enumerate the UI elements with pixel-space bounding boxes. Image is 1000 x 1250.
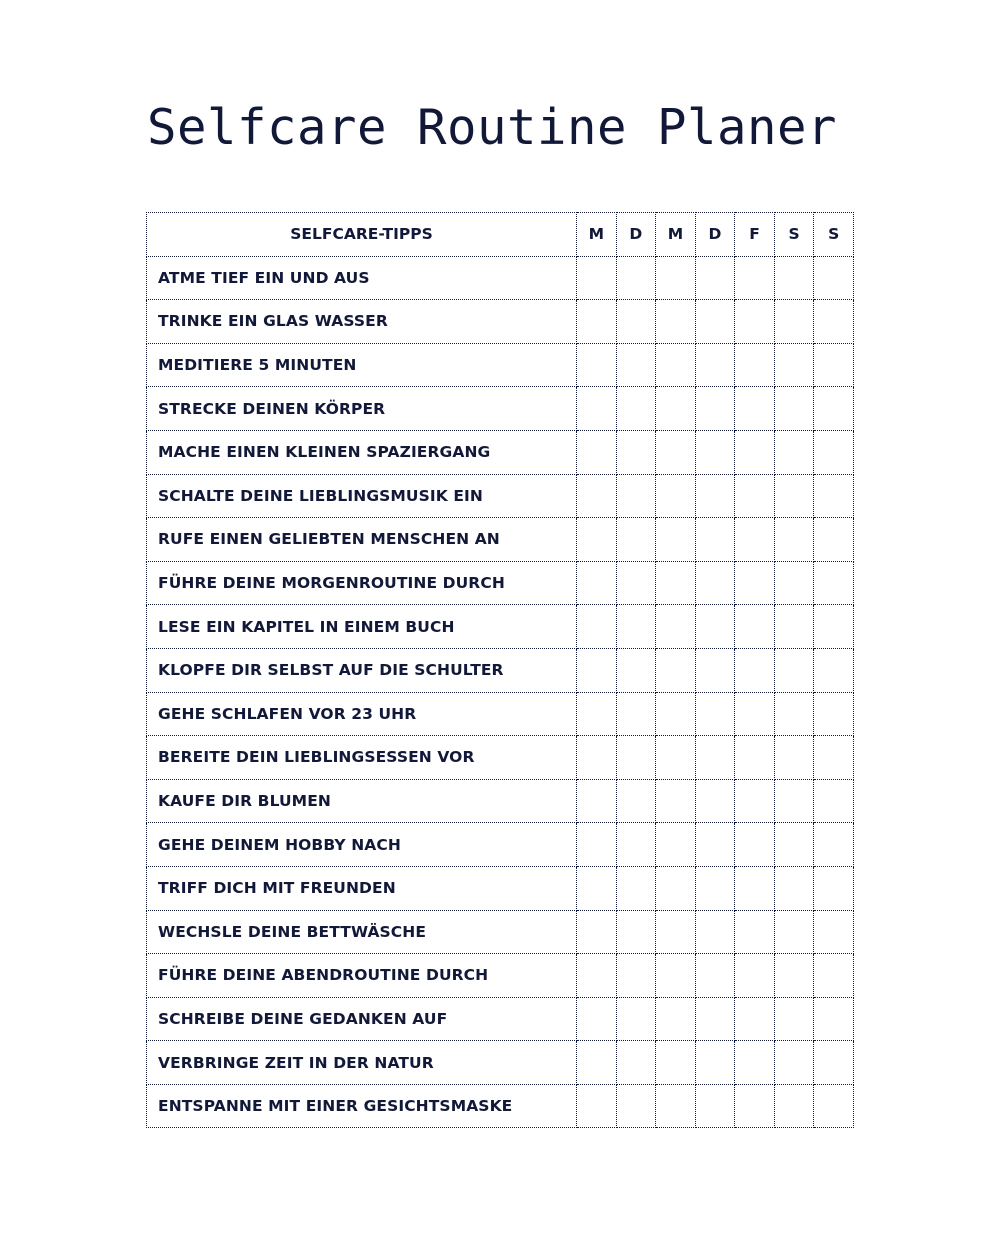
check-cell-monday[interactable] — [577, 736, 617, 780]
check-cell-saturday[interactable] — [774, 300, 814, 344]
check-cell-tuesday[interactable] — [616, 692, 656, 736]
check-cell-saturday[interactable] — [774, 430, 814, 474]
check-cell-sunday[interactable] — [814, 997, 854, 1041]
tip-label: KAUFE DIR BLUMEN — [147, 779, 577, 823]
tips-column-header: SELFCARE-TIPPS — [147, 213, 577, 257]
check-cell-saturday[interactable] — [774, 256, 814, 300]
check-cell-monday[interactable] — [577, 866, 617, 910]
check-cell-tuesday[interactable] — [616, 1041, 656, 1085]
tip-label: MEDITIERE 5 MINUTEN — [147, 343, 577, 387]
table-row — [147, 1084, 854, 1128]
table-row — [147, 910, 854, 954]
table-row — [147, 605, 854, 649]
check-cell-saturday[interactable] — [774, 1041, 814, 1085]
table-row — [147, 474, 854, 518]
check-cell-friday[interactable] — [735, 692, 775, 736]
check-cell-thursday[interactable] — [695, 779, 735, 823]
check-cell-monday[interactable] — [577, 910, 617, 954]
check-cell-tuesday[interactable] — [616, 823, 656, 867]
check-cell-sunday[interactable] — [814, 866, 854, 910]
check-cell-sunday[interactable] — [814, 736, 854, 780]
check-cell-wednesday[interactable] — [656, 997, 696, 1041]
check-cell-friday[interactable] — [735, 823, 775, 867]
check-cell-sunday[interactable] — [814, 256, 854, 300]
check-cell-saturday[interactable] — [774, 474, 814, 518]
check-cell-friday[interactable] — [735, 605, 775, 649]
check-cell-thursday[interactable] — [695, 605, 735, 649]
check-cell-tuesday[interactable] — [616, 910, 656, 954]
check-cell-wednesday[interactable] — [656, 605, 696, 649]
check-cell-monday[interactable] — [577, 1084, 617, 1128]
check-cell-sunday[interactable] — [814, 910, 854, 954]
tip-label: GEHE DEINEM HOBBY NACH — [147, 823, 577, 867]
check-cell-thursday[interactable] — [695, 692, 735, 736]
tip-label: KLOPFE DIR SELBST AUF DIE SCHULTER — [147, 648, 577, 692]
check-cell-saturday[interactable] — [774, 692, 814, 736]
tip-label: SCHALTE DEINE LIEBLINGSMUSIK EIN — [147, 474, 577, 518]
tip-label: TRIFF DICH MIT FREUNDEN — [147, 866, 577, 910]
check-cell-wednesday[interactable] — [656, 779, 696, 823]
check-cell-monday[interactable] — [577, 430, 617, 474]
table-row — [147, 1041, 854, 1085]
check-cell-tuesday[interactable] — [616, 300, 656, 344]
tip-label: TRINKE EIN GLAS WASSER — [147, 300, 577, 344]
check-cell-friday[interactable] — [735, 954, 775, 998]
check-cell-saturday[interactable] — [774, 997, 814, 1041]
check-cell-monday[interactable] — [577, 256, 617, 300]
check-cell-wednesday[interactable] — [656, 823, 696, 867]
check-cell-saturday[interactable] — [774, 823, 814, 867]
check-cell-friday[interactable] — [735, 997, 775, 1041]
tip-label: LESE EIN KAPITEL IN EINEM BUCH — [147, 605, 577, 649]
check-cell-wednesday[interactable] — [656, 692, 696, 736]
check-cell-sunday[interactable] — [814, 1084, 854, 1128]
check-cell-friday[interactable] — [735, 518, 775, 562]
check-cell-sunday[interactable] — [814, 518, 854, 562]
check-cell-tuesday[interactable] — [616, 605, 656, 649]
check-cell-tuesday[interactable] — [616, 866, 656, 910]
check-cell-saturday[interactable] — [774, 736, 814, 780]
check-cell-sunday[interactable] — [814, 648, 854, 692]
check-cell-sunday[interactable] — [814, 1041, 854, 1085]
check-cell-sunday[interactable] — [814, 692, 854, 736]
table-row — [147, 866, 854, 910]
tip-label: SCHREIBE DEINE GEDANKEN AUF — [147, 997, 577, 1041]
check-cell-saturday[interactable] — [774, 866, 814, 910]
check-cell-sunday[interactable] — [814, 823, 854, 867]
check-cell-friday[interactable] — [735, 300, 775, 344]
check-cell-friday[interactable] — [735, 648, 775, 692]
check-cell-wednesday[interactable] — [656, 256, 696, 300]
check-cell-thursday[interactable] — [695, 561, 735, 605]
check-cell-monday[interactable] — [577, 387, 617, 431]
check-cell-friday[interactable] — [735, 387, 775, 431]
check-cell-thursday[interactable] — [695, 866, 735, 910]
check-cell-monday[interactable] — [577, 1041, 617, 1085]
check-cell-monday[interactable] — [577, 692, 617, 736]
day-header-monday: M — [577, 213, 617, 257]
check-cell-friday[interactable] — [735, 779, 775, 823]
check-cell-wednesday[interactable] — [656, 910, 696, 954]
tip-label: ATME TIEF EIN UND AUS — [147, 256, 577, 300]
check-cell-thursday[interactable] — [695, 518, 735, 562]
check-cell-thursday[interactable] — [695, 997, 735, 1041]
check-cell-monday[interactable] — [577, 997, 617, 1041]
check-cell-thursday[interactable] — [695, 256, 735, 300]
check-cell-sunday[interactable] — [814, 561, 854, 605]
check-cell-saturday[interactable] — [774, 1084, 814, 1128]
tip-label: STRECKE DEINEN KÖRPER — [147, 387, 577, 431]
tip-label: FÜHRE DEINE MORGENROUTINE DURCH — [147, 561, 577, 605]
check-cell-tuesday[interactable] — [616, 954, 656, 998]
check-cell-tuesday[interactable] — [616, 648, 656, 692]
check-cell-saturday[interactable] — [774, 518, 814, 562]
table-row — [147, 561, 854, 605]
check-cell-monday[interactable] — [577, 605, 617, 649]
tip-label: WECHSLE DEINE BETTWÄSCHE — [147, 910, 577, 954]
check-cell-friday[interactable] — [735, 430, 775, 474]
check-cell-tuesday[interactable] — [616, 1084, 656, 1128]
check-cell-wednesday[interactable] — [656, 300, 696, 344]
check-cell-monday[interactable] — [577, 300, 617, 344]
check-cell-tuesday[interactable] — [616, 387, 656, 431]
check-cell-thursday[interactable] — [695, 430, 735, 474]
check-cell-tuesday[interactable] — [616, 736, 656, 780]
table-row — [147, 954, 854, 998]
check-cell-monday[interactable] — [577, 823, 617, 867]
check-cell-wednesday[interactable] — [656, 518, 696, 562]
check-cell-wednesday[interactable] — [656, 387, 696, 431]
check-cell-saturday[interactable] — [774, 387, 814, 431]
check-cell-tuesday[interactable] — [616, 256, 656, 300]
check-cell-friday[interactable] — [735, 910, 775, 954]
check-cell-thursday[interactable] — [695, 343, 735, 387]
check-cell-sunday[interactable] — [814, 954, 854, 998]
check-cell-saturday[interactable] — [774, 954, 814, 998]
day-header-friday: F — [735, 213, 775, 257]
check-cell-friday[interactable] — [735, 256, 775, 300]
table-row — [147, 736, 854, 780]
check-cell-monday[interactable] — [577, 518, 617, 562]
check-cell-wednesday[interactable] — [656, 430, 696, 474]
check-cell-wednesday[interactable] — [656, 1084, 696, 1128]
table-row — [147, 692, 854, 736]
check-cell-friday[interactable] — [735, 736, 775, 780]
check-cell-sunday[interactable] — [814, 387, 854, 431]
check-cell-saturday[interactable] — [774, 561, 814, 605]
page-title: Selfcare Routine Planer — [147, 99, 838, 156]
check-cell-tuesday[interactable] — [616, 997, 656, 1041]
check-cell-monday[interactable] — [577, 648, 617, 692]
check-cell-thursday[interactable] — [695, 1041, 735, 1085]
tip-label: ENTSPANNE MIT EINER GESICHTSMASKE — [147, 1084, 577, 1128]
check-cell-wednesday[interactable] — [656, 561, 696, 605]
day-header-sunday: S — [814, 213, 854, 257]
check-cell-wednesday[interactable] — [656, 736, 696, 780]
table-row — [147, 387, 854, 431]
tip-label: FÜHRE DEINE ABENDROUTINE DURCH — [147, 954, 577, 998]
check-cell-thursday[interactable] — [695, 910, 735, 954]
header-row — [147, 213, 854, 257]
check-cell-friday[interactable] — [735, 474, 775, 518]
table-row — [147, 648, 854, 692]
check-cell-monday[interactable] — [577, 779, 617, 823]
check-cell-monday[interactable] — [577, 474, 617, 518]
check-cell-friday[interactable] — [735, 1041, 775, 1085]
check-cell-thursday[interactable] — [695, 648, 735, 692]
check-cell-friday[interactable] — [735, 1084, 775, 1128]
check-cell-thursday[interactable] — [695, 387, 735, 431]
check-cell-sunday[interactable] — [814, 474, 854, 518]
table-row — [147, 823, 854, 867]
table-row — [147, 518, 854, 562]
tip-label: MACHE EINEN KLEINEN SPAZIERGANG — [147, 430, 577, 474]
check-cell-wednesday[interactable] — [656, 343, 696, 387]
check-cell-friday[interactable] — [735, 866, 775, 910]
tip-label: VERBRINGE ZEIT IN DER NATUR — [147, 1041, 577, 1085]
check-cell-wednesday[interactable] — [656, 648, 696, 692]
check-cell-sunday[interactable] — [814, 605, 854, 649]
check-cell-tuesday[interactable] — [616, 474, 656, 518]
check-cell-monday[interactable] — [577, 343, 617, 387]
table-row — [147, 997, 854, 1041]
check-cell-sunday[interactable] — [814, 300, 854, 344]
check-cell-sunday[interactable] — [814, 779, 854, 823]
selfcare-planner-table — [146, 212, 854, 1128]
table-row — [147, 256, 854, 300]
day-header-wednesday: M — [656, 213, 696, 257]
table-row — [147, 430, 854, 474]
check-cell-tuesday[interactable] — [616, 561, 656, 605]
check-cell-tuesday[interactable] — [616, 518, 656, 562]
check-cell-thursday[interactable] — [695, 954, 735, 998]
check-cell-tuesday[interactable] — [616, 430, 656, 474]
check-cell-tuesday[interactable] — [616, 343, 656, 387]
tip-label: GEHE SCHLAFEN VOR 23 UHR — [147, 692, 577, 736]
check-cell-friday[interactable] — [735, 343, 775, 387]
check-cell-thursday[interactable] — [695, 736, 735, 780]
check-cell-sunday[interactable] — [814, 430, 854, 474]
tip-label: BEREITE DEIN LIEBLINGSESSEN VOR — [147, 736, 577, 780]
check-cell-friday[interactable] — [735, 561, 775, 605]
check-cell-sunday[interactable] — [814, 343, 854, 387]
day-header-tuesday: D — [616, 213, 656, 257]
check-cell-monday[interactable] — [577, 561, 617, 605]
day-header-saturday: S — [774, 213, 814, 257]
check-cell-thursday[interactable] — [695, 823, 735, 867]
check-cell-wednesday[interactable] — [656, 866, 696, 910]
check-cell-saturday[interactable] — [774, 779, 814, 823]
table-row — [147, 343, 854, 387]
table-row — [147, 300, 854, 344]
check-cell-saturday[interactable] — [774, 648, 814, 692]
check-cell-thursday[interactable] — [695, 474, 735, 518]
check-cell-saturday[interactable] — [774, 343, 814, 387]
check-cell-wednesday[interactable] — [656, 954, 696, 998]
check-cell-saturday[interactable] — [774, 910, 814, 954]
table-row — [147, 779, 854, 823]
check-cell-thursday[interactable] — [695, 1084, 735, 1128]
day-header-thursday: D — [695, 213, 735, 257]
check-cell-wednesday[interactable] — [656, 474, 696, 518]
check-cell-thursday[interactable] — [695, 300, 735, 344]
check-cell-monday[interactable] — [577, 954, 617, 998]
tip-label: RUFE EINEN GELIEBTEN MENSCHEN AN — [147, 518, 577, 562]
check-cell-tuesday[interactable] — [616, 779, 656, 823]
check-cell-saturday[interactable] — [774, 605, 814, 649]
check-cell-wednesday[interactable] — [656, 1041, 696, 1085]
